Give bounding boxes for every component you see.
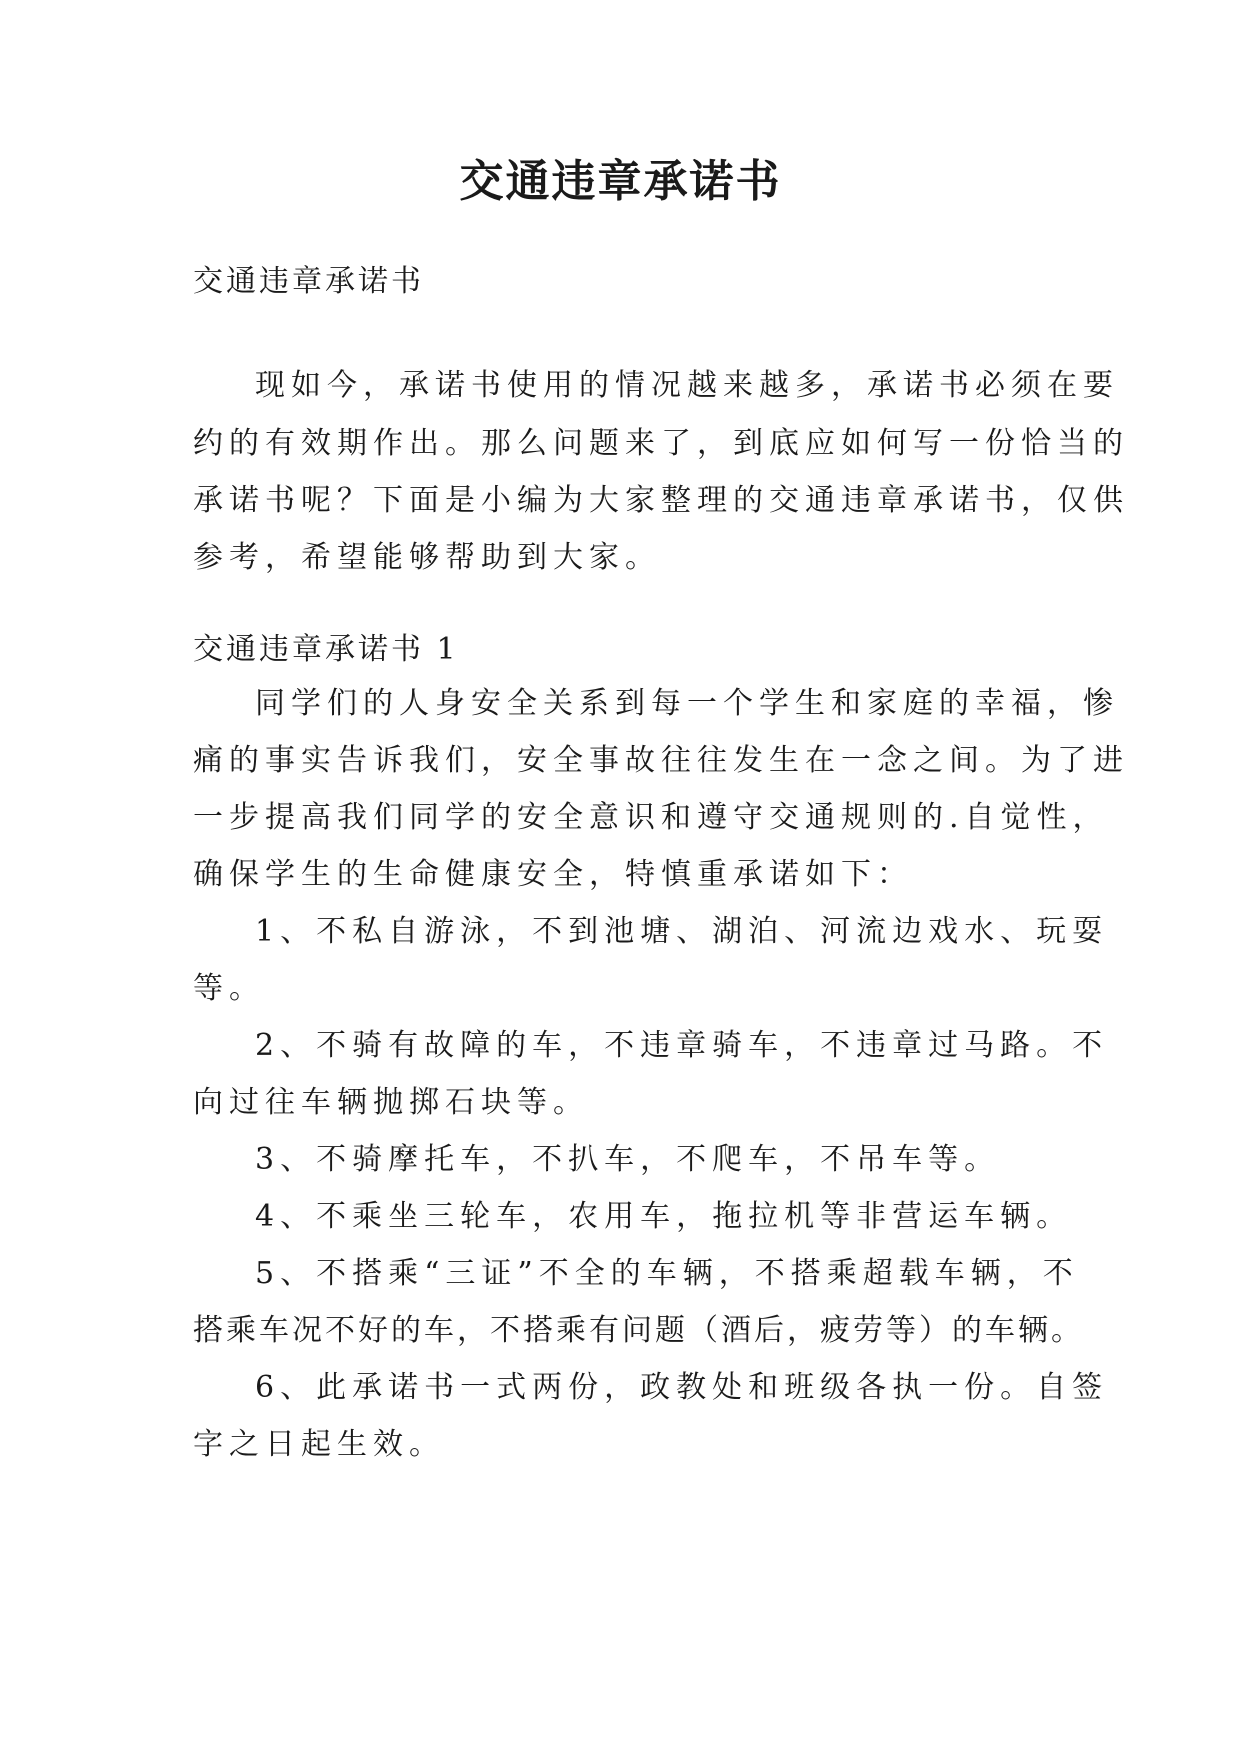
commitment-item-1: 1、不私自游泳，不到池塘、湖泊、河流边戏水、玩耍 — [255, 914, 1109, 949]
commitment-item-5-cont: 搭乘车况不好的车，不搭乘有问题（酒后，疲劳等）的车辆。 — [193, 1313, 1084, 1348]
body-line: 确保学生的生命健康安全，特慎重承诺如下： — [193, 857, 913, 892]
document-title: 交通违章承诺书 — [459, 156, 782, 207]
intro-line: 参考，希望能够帮助到大家。 — [193, 540, 661, 575]
commitment-item-6-cont: 字之日起生效。 — [193, 1427, 445, 1462]
body-line: 一步提高我们同学的安全意识和遵守交通规则的.自觉性， — [193, 800, 1109, 835]
section-heading: 交通违章承诺书 1 — [193, 632, 459, 667]
commitment-item-6: 6、此承诺书一式两份，政教处和班级各执一份。自签 — [255, 1370, 1109, 1405]
intro-line: 约的有效期作出。那么问题来了，到底应如何写一份恰当的 — [193, 426, 1129, 461]
commitment-item-2: 2、不骑有故障的车，不违章骑车，不违章过马路。不 — [255, 1028, 1109, 1063]
body-line: 痛的事实告诉我们，安全事故往往发生在一念之间。为了进 — [193, 743, 1129, 778]
commitment-item-1-cont: 等。 — [193, 971, 265, 1006]
commitment-item-3: 3、不骑摩托车，不扒车，不爬车，不吊车等。 — [255, 1142, 1001, 1177]
commitment-item-4: 4、不乘坐三轮车，农用车，拖拉机等非营运车辆。 — [255, 1199, 1073, 1234]
body-line: 同学们的人身安全关系到每一个学生和家庭的幸福，惨 — [255, 686, 1119, 721]
commitment-item-5: 5、不搭乘“三证”不全的车辆，不搭乘超载车辆，不 — [255, 1256, 1079, 1291]
document-subtitle: 交通违章承诺书 — [193, 264, 424, 299]
commitment-item-2-cont: 向过往车辆抛掷石块等。 — [193, 1085, 589, 1120]
intro-line: 承诺书呢？下面是小编为大家整理的交通违章承诺书，仅供 — [193, 483, 1129, 518]
intro-line: 现如今，承诺书使用的情况越来越多，承诺书必须在要 — [255, 368, 1119, 403]
